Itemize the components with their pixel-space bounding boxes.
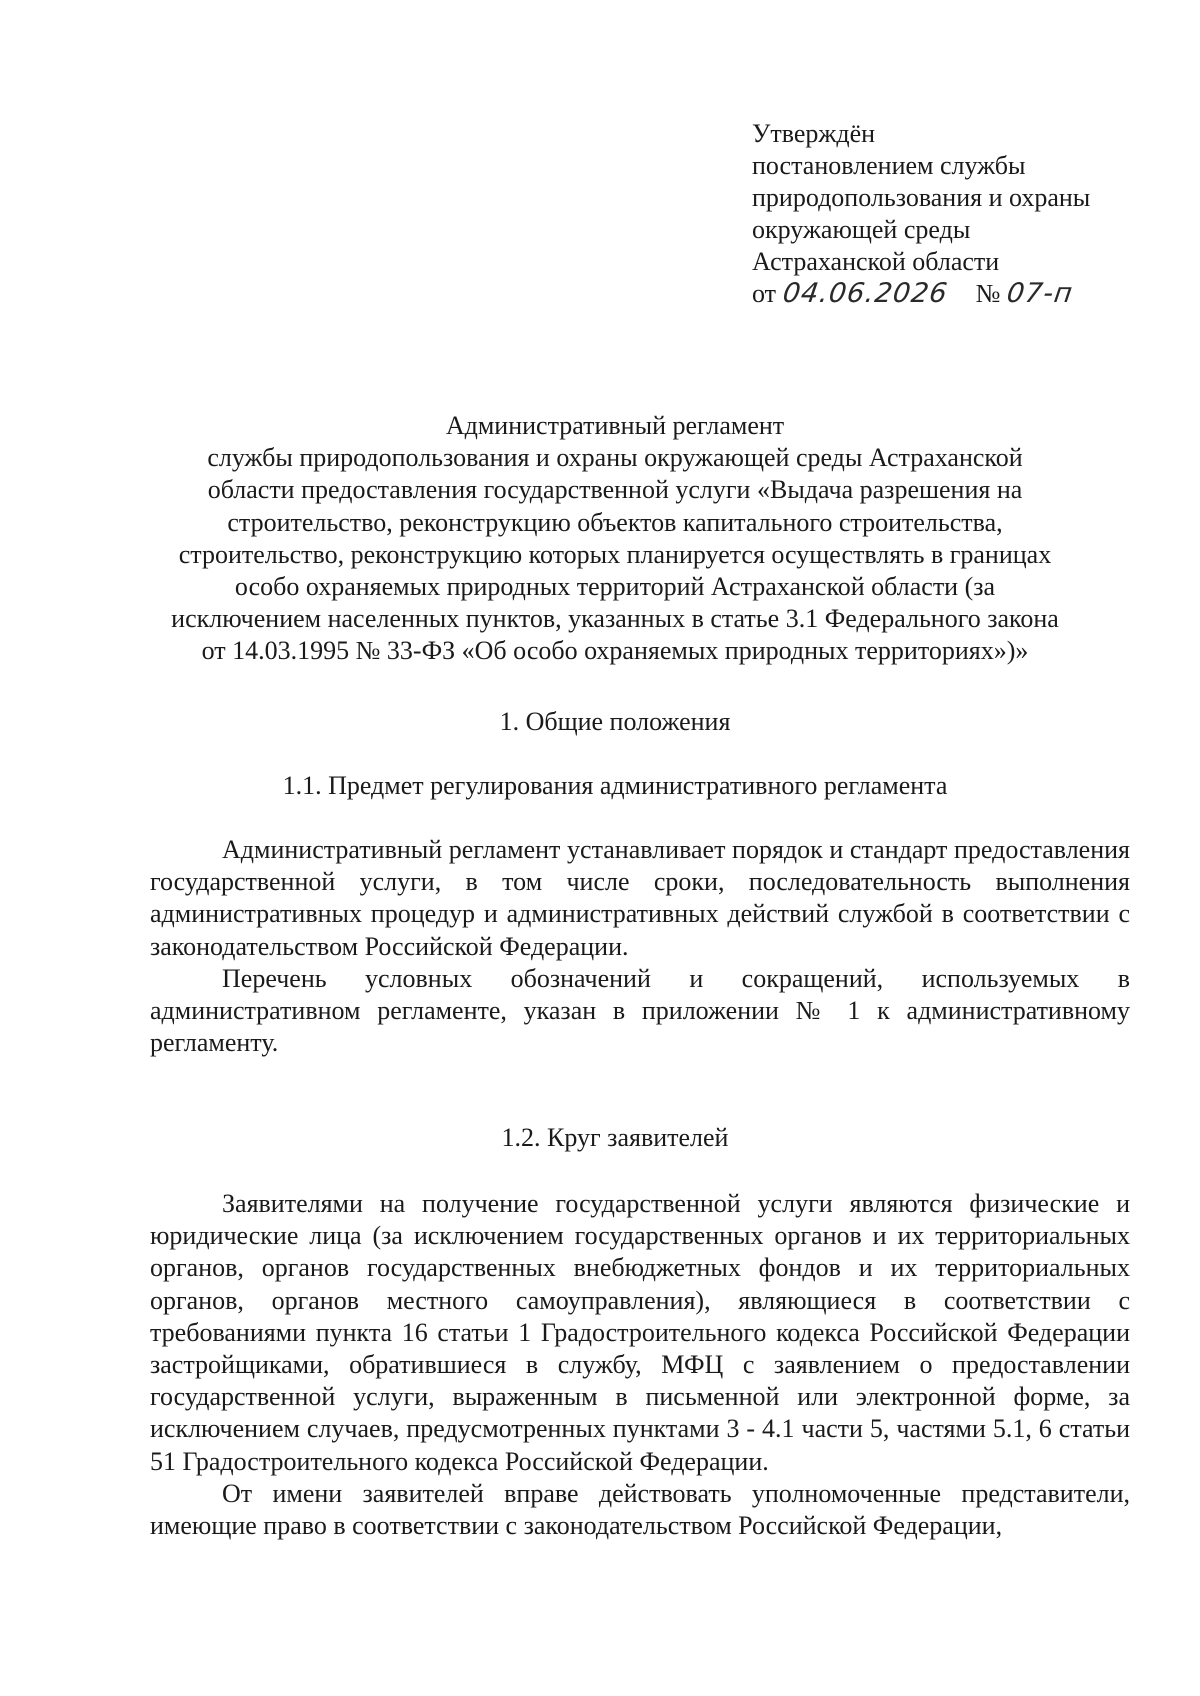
approval-line: Астраханской области	[752, 247, 1000, 276]
handwritten-date: 04.06.2026	[780, 278, 950, 309]
number-prefix: №	[975, 279, 1001, 308]
title-line: исключением населенных пунктов, указанных в статье 3.1 Федерального закона	[171, 604, 1059, 634]
approval-line: окружающей среды	[752, 215, 971, 244]
title-line: службы природопользования и охраны окружающей среды Астраханской	[207, 443, 1023, 473]
paragraph: Административный регламент устанавливает порядок и стандарт предоставления государственной услуги, в том числе сроки, последовательность выполнения административных процедур и административных действий службой в соответствии с законодательством Российской Федерации.	[150, 835, 1130, 961]
title-line: области предоставления государственной услуги «Выдача разрешения на	[207, 475, 1023, 505]
approval-date-line	[752, 278, 1172, 310]
paragraph: Заявителями на получение государственной услуги являются физические и юридические лица (за исключением государственных органов и их территориальных органов, органов государственных внебюджетных фондов и их территориальных органов, органов местного самоуправления), являющиеся в соответствии с требованиями пункта 16 статьи 1 Градостроительного кодекса Российской Федерации застройщиками, обратившиеся в службу, МФЦ с заявлением о предоставлении государственной услуги, выраженным в письменной или электронной форме, за исключением случаев, предусмотренных пунктами 3 - 4.1 части 5, частями 5.1, 6 статьи 51 Градостроительного кодекса Российской Федерации.	[150, 1189, 1130, 1476]
handwritten-number: 07-п	[1004, 278, 1075, 309]
section-1-2-body	[150, 1188, 1130, 1542]
paragraph: От имени заявителей вправе действовать уполномоченные представители, имеющие право в соответствии с законодательством Российской Федерации,	[150, 1478, 1130, 1541]
title-line: от 14.03.1995 № 33-ФЗ «Об особо охраняемых природных территориях»)»	[201, 636, 1029, 666]
title-line: Административный регламент	[445, 411, 785, 440]
title-line: строительство, реконструкцию которых планируется осуществлять в границах	[178, 539, 1052, 569]
date-prefix: от	[752, 279, 777, 308]
title-line: строительство, реконструкцию объектов капитального строительства,	[227, 507, 1003, 537]
subsection-heading: 1.2. Круг заявителей	[501, 1123, 729, 1152]
subsection-heading: 1.1. Предмет регулирования административного регламента	[282, 771, 948, 800]
title-line: особо охраняемых природных территорий Астраханской области (за	[234, 572, 996, 602]
section-heading: 1. Общие положения	[499, 707, 731, 736]
document-title	[150, 410, 1080, 668]
approval-stamp	[752, 118, 1172, 310]
approval-line: Утверждён	[752, 119, 876, 148]
approval-line: постановлением службы	[752, 151, 1026, 180]
paragraph: Перечень условных обозначений и сокращений, используемых в административном регламенте, указан в приложении № 1 к административному регламенту.	[150, 963, 1130, 1058]
section-1-1-body	[150, 834, 1130, 1059]
approval-line: природопользования и охраны	[752, 183, 1091, 212]
